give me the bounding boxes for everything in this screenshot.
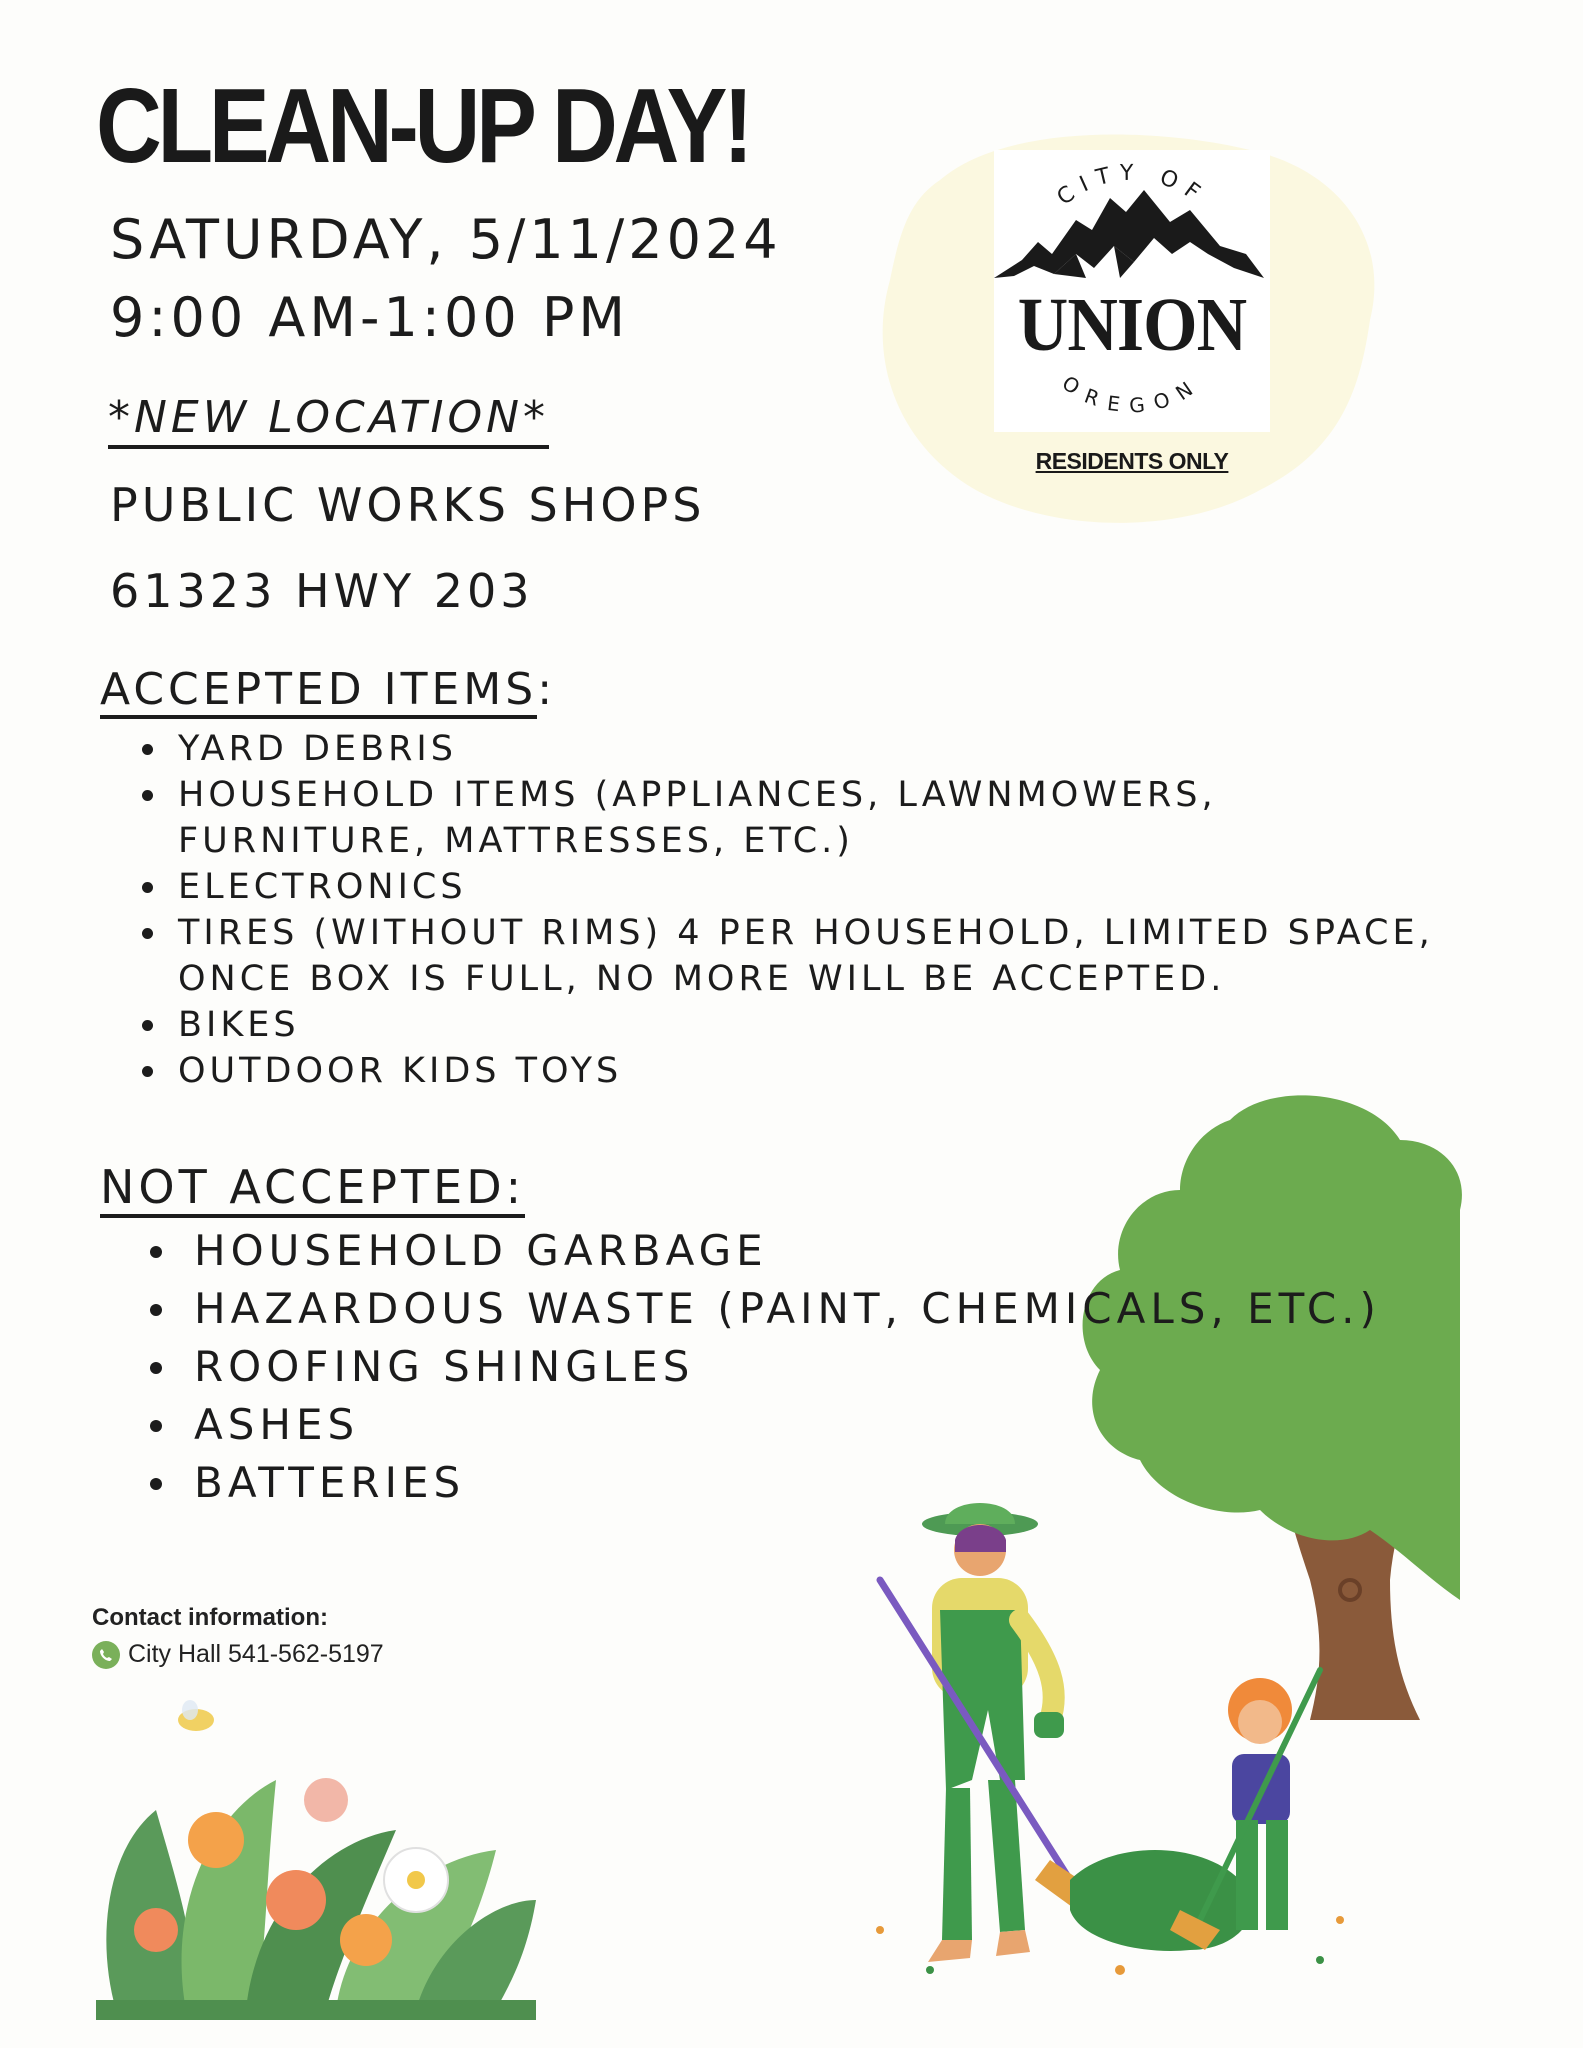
contact-heading: Contact information: xyxy=(92,1604,328,1631)
location-address: 61323 HWY 203 xyxy=(110,564,534,618)
list-item: OUTDOOR KIDS TOYS xyxy=(140,1048,1500,1094)
list-item: HOUSEHOLD ITEMS (APPLIANCES, LAWNMOWERS, FURNITURE, MATTRESSES, ETC.) xyxy=(140,772,1358,864)
list-item: HOUSEHOLD GARBAGE xyxy=(148,1222,1381,1280)
location-name: PUBLIC WORKS SHOPS xyxy=(110,478,706,532)
contact-phone: City Hall 541-562-5197 xyxy=(128,1640,384,1668)
new-location-tag: *NEW LOCATION* xyxy=(108,392,549,449)
event-date: SATURDAY, 5/11/2024 xyxy=(110,208,782,271)
list-item: TIRES (WITHOUT RIMS) 4 PER HOUSEHOLD, LIMITED SPACE, ONCE BOX IS FULL, NO MORE WILL BE ACCEPTED. xyxy=(140,910,1518,1002)
list-item: BATTERIES xyxy=(148,1454,1381,1512)
svg-text:OREGON: OREGON xyxy=(1057,370,1207,418)
contact-line xyxy=(92,1640,384,1669)
event-time: 9:00 AM-1:00 PM xyxy=(110,286,630,349)
list-item: BIKES xyxy=(140,1002,1500,1048)
phone-icon xyxy=(92,1641,120,1669)
accepted-heading: ACCEPTED ITEMS: xyxy=(100,664,556,715)
list-item: ROOFING SHINGLES xyxy=(148,1338,1381,1396)
list-item: HAZARDOUS WASTE (PAINT, CHEMICALS, ETC.) xyxy=(148,1280,1381,1338)
not-accepted-heading: NOT ACCEPTED: xyxy=(100,1160,525,1214)
list-item: ASHES xyxy=(148,1396,1381,1454)
accepted-list xyxy=(140,726,1500,1094)
residents-only-note: RESIDENTS ONLY xyxy=(1035,448,1229,474)
page-title: CLEAN-UP DAY! xyxy=(96,67,750,185)
svg-text:CITY OF: CITY OF xyxy=(1052,160,1212,211)
list-item: YARD DEBRIS xyxy=(140,726,1500,772)
logo-name: UNION xyxy=(1017,283,1247,367)
list-item: ELECTRONICS xyxy=(140,864,1500,910)
gardeners-raking-illustration xyxy=(820,1500,1380,1980)
not-accepted-list xyxy=(148,1222,1381,1512)
flowers-with-bee-illustration xyxy=(96,1680,556,2020)
